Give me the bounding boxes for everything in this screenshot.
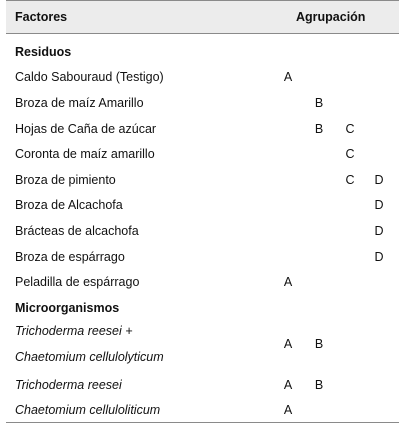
group-cell: D <box>374 250 384 264</box>
table-row <box>6 245 399 270</box>
factor-label: Caldo Sabouraud (Testigo) <box>15 70 164 84</box>
group-cell: B <box>314 96 324 110</box>
group-cell: D <box>374 173 384 187</box>
factor-label: Chaetomium celluloliticum <box>15 403 161 417</box>
factor-label: Broza de Alcachofa <box>15 198 123 212</box>
group-cell: B <box>314 378 324 392</box>
table-row <box>6 398 399 423</box>
factor-label: Trichoderma reesei <box>15 378 122 392</box>
table-row <box>6 219 399 244</box>
factor-label: Coronta de maíz amarillo <box>15 147 155 161</box>
section-label: Residuos <box>15 45 72 59</box>
table-row <box>6 168 399 193</box>
factor-label: Brácteas de alcachofa <box>15 224 139 238</box>
section-label: Microorganismos <box>15 301 120 315</box>
top-rule <box>6 0 399 1</box>
table-row <box>6 91 399 116</box>
table-header <box>6 0 399 33</box>
group-cell: A <box>283 70 293 84</box>
table-row <box>6 65 399 90</box>
section-row <box>6 40 399 65</box>
factor-label: Peladilla de espárrago <box>15 275 140 289</box>
factor-label-line1: Trichoderma reesei + <box>15 324 133 338</box>
header-factores: Factores <box>15 10 68 24</box>
table-row <box>6 193 399 218</box>
group-cell: C <box>345 122 355 136</box>
factor-label: Broza de maíz Amarillo <box>15 96 144 110</box>
header-rule <box>6 33 399 34</box>
table-row <box>6 270 399 295</box>
table-row <box>6 117 399 142</box>
group-cell: A <box>283 403 293 417</box>
factor-label: Broza de pimiento <box>15 173 116 187</box>
group-cell: B <box>314 122 324 136</box>
group-cell: A <box>283 337 293 351</box>
table-row <box>6 373 399 398</box>
group-cell: C <box>345 147 355 161</box>
factor-label-line2: Chaetomium cellulolyticum <box>15 350 164 364</box>
group-cell: D <box>374 198 384 212</box>
group-cell: D <box>374 224 384 238</box>
table-row <box>6 142 399 167</box>
group-cell: A <box>283 275 293 289</box>
header-agrupacion: Agrupación <box>296 10 366 24</box>
group-cell: C <box>345 173 355 187</box>
group-cell: A <box>283 378 293 392</box>
factor-label: Hojas de Caña de azúcar <box>15 122 157 136</box>
factor-label: Broza de espárrago <box>15 250 125 264</box>
group-cell: B <box>314 337 324 351</box>
bottom-rule <box>6 422 399 423</box>
table-row <box>6 320 399 372</box>
section-row <box>6 296 399 321</box>
